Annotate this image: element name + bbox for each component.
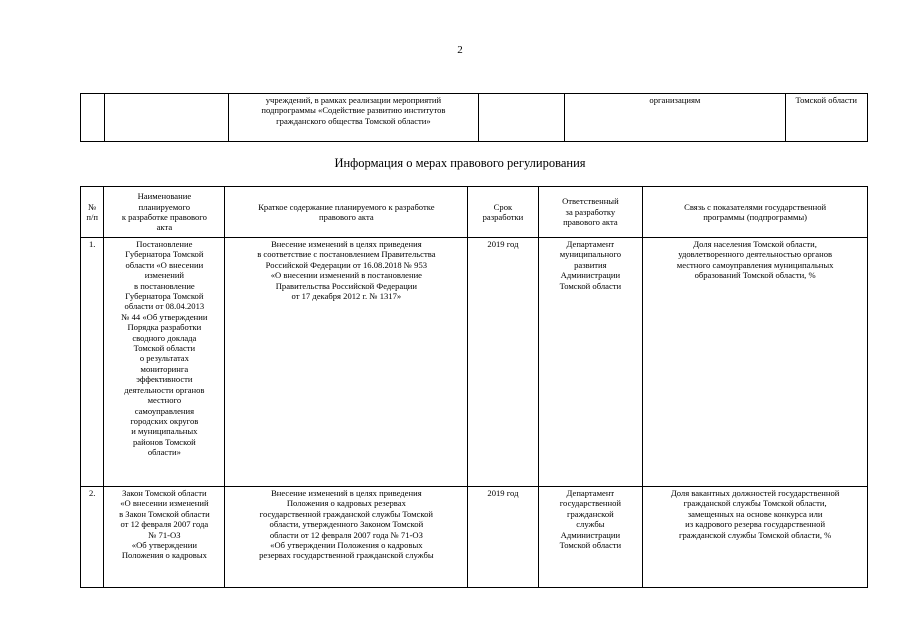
continuation-table <box>80 93 868 142</box>
text-line: муниципального <box>559 249 622 260</box>
text-line: области «О внесении <box>125 259 204 270</box>
text-line: Губернатора Томской <box>125 291 204 302</box>
text-line: резервах государственной гражданской службы <box>259 550 434 561</box>
text-line: № <box>88 201 97 212</box>
text-line: Положения о кадровых <box>121 550 207 561</box>
text-line: образований Томской области, % <box>694 270 816 281</box>
text-line: «О внесении изменений в постановление <box>270 270 422 281</box>
text-line: мониторинга <box>140 363 189 374</box>
text-line: в Закон Томской области <box>119 508 210 519</box>
text-line: Внесение изменений в целях приведения <box>271 488 422 498</box>
cont-cell-3 <box>229 94 478 142</box>
text-line: № 71-ОЗ <box>148 529 181 540</box>
text-line: самоуправления <box>134 405 195 416</box>
table-row <box>81 487 868 588</box>
text-line: «О внесении изменений <box>120 498 209 509</box>
text-line: подпрограммы «Содействие развитию институтов <box>261 105 446 116</box>
page-number: 2 <box>457 44 463 56</box>
cont-cell-1 <box>81 94 105 142</box>
text-line: «Об утверждении <box>131 540 197 551</box>
row-responsible <box>538 238 643 487</box>
text-line: о результатах <box>139 353 189 364</box>
cont-cell-4 <box>478 94 565 142</box>
row-deadline: 2019 год <box>468 238 538 487</box>
text-line: изменений <box>144 270 185 281</box>
row-num: 2. <box>81 487 104 588</box>
row-summary <box>225 487 468 588</box>
text-line: Томской области <box>133 343 196 354</box>
text-line: планируемого <box>138 201 191 212</box>
row-deadline: 2019 год <box>468 487 538 588</box>
text-line: программы (подпрограммы) <box>703 212 808 222</box>
text-line: к разработке правового <box>121 212 207 222</box>
text-line: Наименование <box>137 191 192 202</box>
text-line: Краткое содержание планируемого к разработке <box>258 201 435 212</box>
text-line: Администрации <box>560 529 621 540</box>
text-line: Доля вакантных должностей государственной <box>670 488 840 498</box>
text-line: из кадрового резерва государственной <box>685 519 826 530</box>
text-line: государственной <box>559 498 621 509</box>
text-line: за разработку <box>565 206 616 217</box>
text-line: Постановление <box>136 239 193 249</box>
text-line: Администрации <box>560 270 621 281</box>
text-line: сводного доклада <box>132 332 197 343</box>
text-line: Закон Томской области <box>122 488 207 498</box>
text-line: удовлетворенного деятельностью органов <box>678 249 833 260</box>
text-line: от 12 февраля 2007 года <box>120 519 209 530</box>
cont-cell-6: Томской области <box>785 94 867 142</box>
section-title: Информация о мерах правового регулирования <box>334 156 586 170</box>
table-row <box>81 238 868 487</box>
text-line: учреждений, в рамках реализации мероприятий <box>265 95 442 105</box>
text-line: Срок <box>493 201 513 212</box>
table-header-row <box>81 187 868 238</box>
text-line: Томской области <box>559 540 622 551</box>
text-line: развития <box>574 259 607 270</box>
text-line: Ответственный <box>562 196 619 207</box>
text-line: Томской области <box>559 280 622 291</box>
row-num: 1. <box>81 238 104 487</box>
text-line: Департамент <box>566 488 615 498</box>
row-link <box>643 487 868 588</box>
text-line: государственной гражданской службы Томской <box>259 508 434 519</box>
text-line: и муниципальных <box>131 426 198 437</box>
row-summary <box>225 238 468 487</box>
text-line: Губернатора Томской <box>125 249 204 260</box>
text-line: местного самоуправления муниципальных <box>676 259 834 270</box>
text-line: замещенных на основе конкурса или <box>687 508 823 519</box>
header-responsible <box>538 187 643 238</box>
row-name <box>104 487 225 588</box>
cont-cell-2 <box>105 94 229 142</box>
text-line: в постановление <box>133 280 195 291</box>
header-deadline <box>468 187 538 238</box>
header-link <box>643 187 868 238</box>
measures-table <box>80 186 868 588</box>
text-line: эффективности <box>136 374 193 385</box>
text-line: № 44 «Об утверждении <box>121 311 208 322</box>
text-line: области от 12 февраля 2007 года № 71-ОЗ <box>269 529 423 540</box>
text-line: районов Томской <box>133 436 196 447</box>
text-line: Правительства Российской Федерации <box>275 280 418 291</box>
text-line: п/п <box>86 212 98 222</box>
continuation-row <box>81 94 868 142</box>
text-line: гражданской службы Томской области, <box>683 498 827 509</box>
text-line: Российской Федерации от 16.08.2018 № 953 <box>265 259 428 270</box>
text-line: области от 08.04.2013 <box>124 301 205 312</box>
text-line: акта <box>156 222 173 233</box>
row-responsible <box>538 487 643 588</box>
text-line: гражданской <box>566 508 614 519</box>
text-line: Внесение изменений в целях приведения <box>271 239 422 249</box>
text-line: гражданской службы Томской области, % <box>678 529 832 540</box>
text-line: «Об утверждении Положения о кадровых <box>270 540 423 551</box>
text-line: от 17 декабря 2012 г. № 1317» <box>291 291 402 302</box>
text-line: области, утвержденного Законом Томской <box>269 519 424 530</box>
text-line: местного <box>147 395 182 406</box>
text-line: Департамент <box>566 239 615 249</box>
header-name <box>104 187 225 238</box>
text-line: в соответствие с постановлением Правительства <box>257 249 436 260</box>
text-line: разработки <box>482 212 524 222</box>
text-line: деятельности органов <box>124 384 205 395</box>
text-line: области» <box>147 447 181 458</box>
text-line: Положения о кадровых резервах <box>286 498 406 509</box>
header-num <box>81 187 104 238</box>
text-line: Связь с показателями государственной <box>684 201 827 212</box>
text-line: городских округов <box>130 415 199 426</box>
text-line: Порядка разработки <box>127 322 202 333</box>
text-line: гражданского общества Томской области» <box>276 115 431 126</box>
text-line: службы <box>576 519 605 530</box>
text-line: правового акта <box>563 217 618 228</box>
header-summary <box>225 187 468 238</box>
row-name <box>104 238 225 487</box>
row-link <box>643 238 868 487</box>
text-line: Доля населения Томской области, <box>693 239 817 249</box>
text-line: правового акта <box>319 212 374 222</box>
cont-cell-5: организациям <box>565 94 785 142</box>
